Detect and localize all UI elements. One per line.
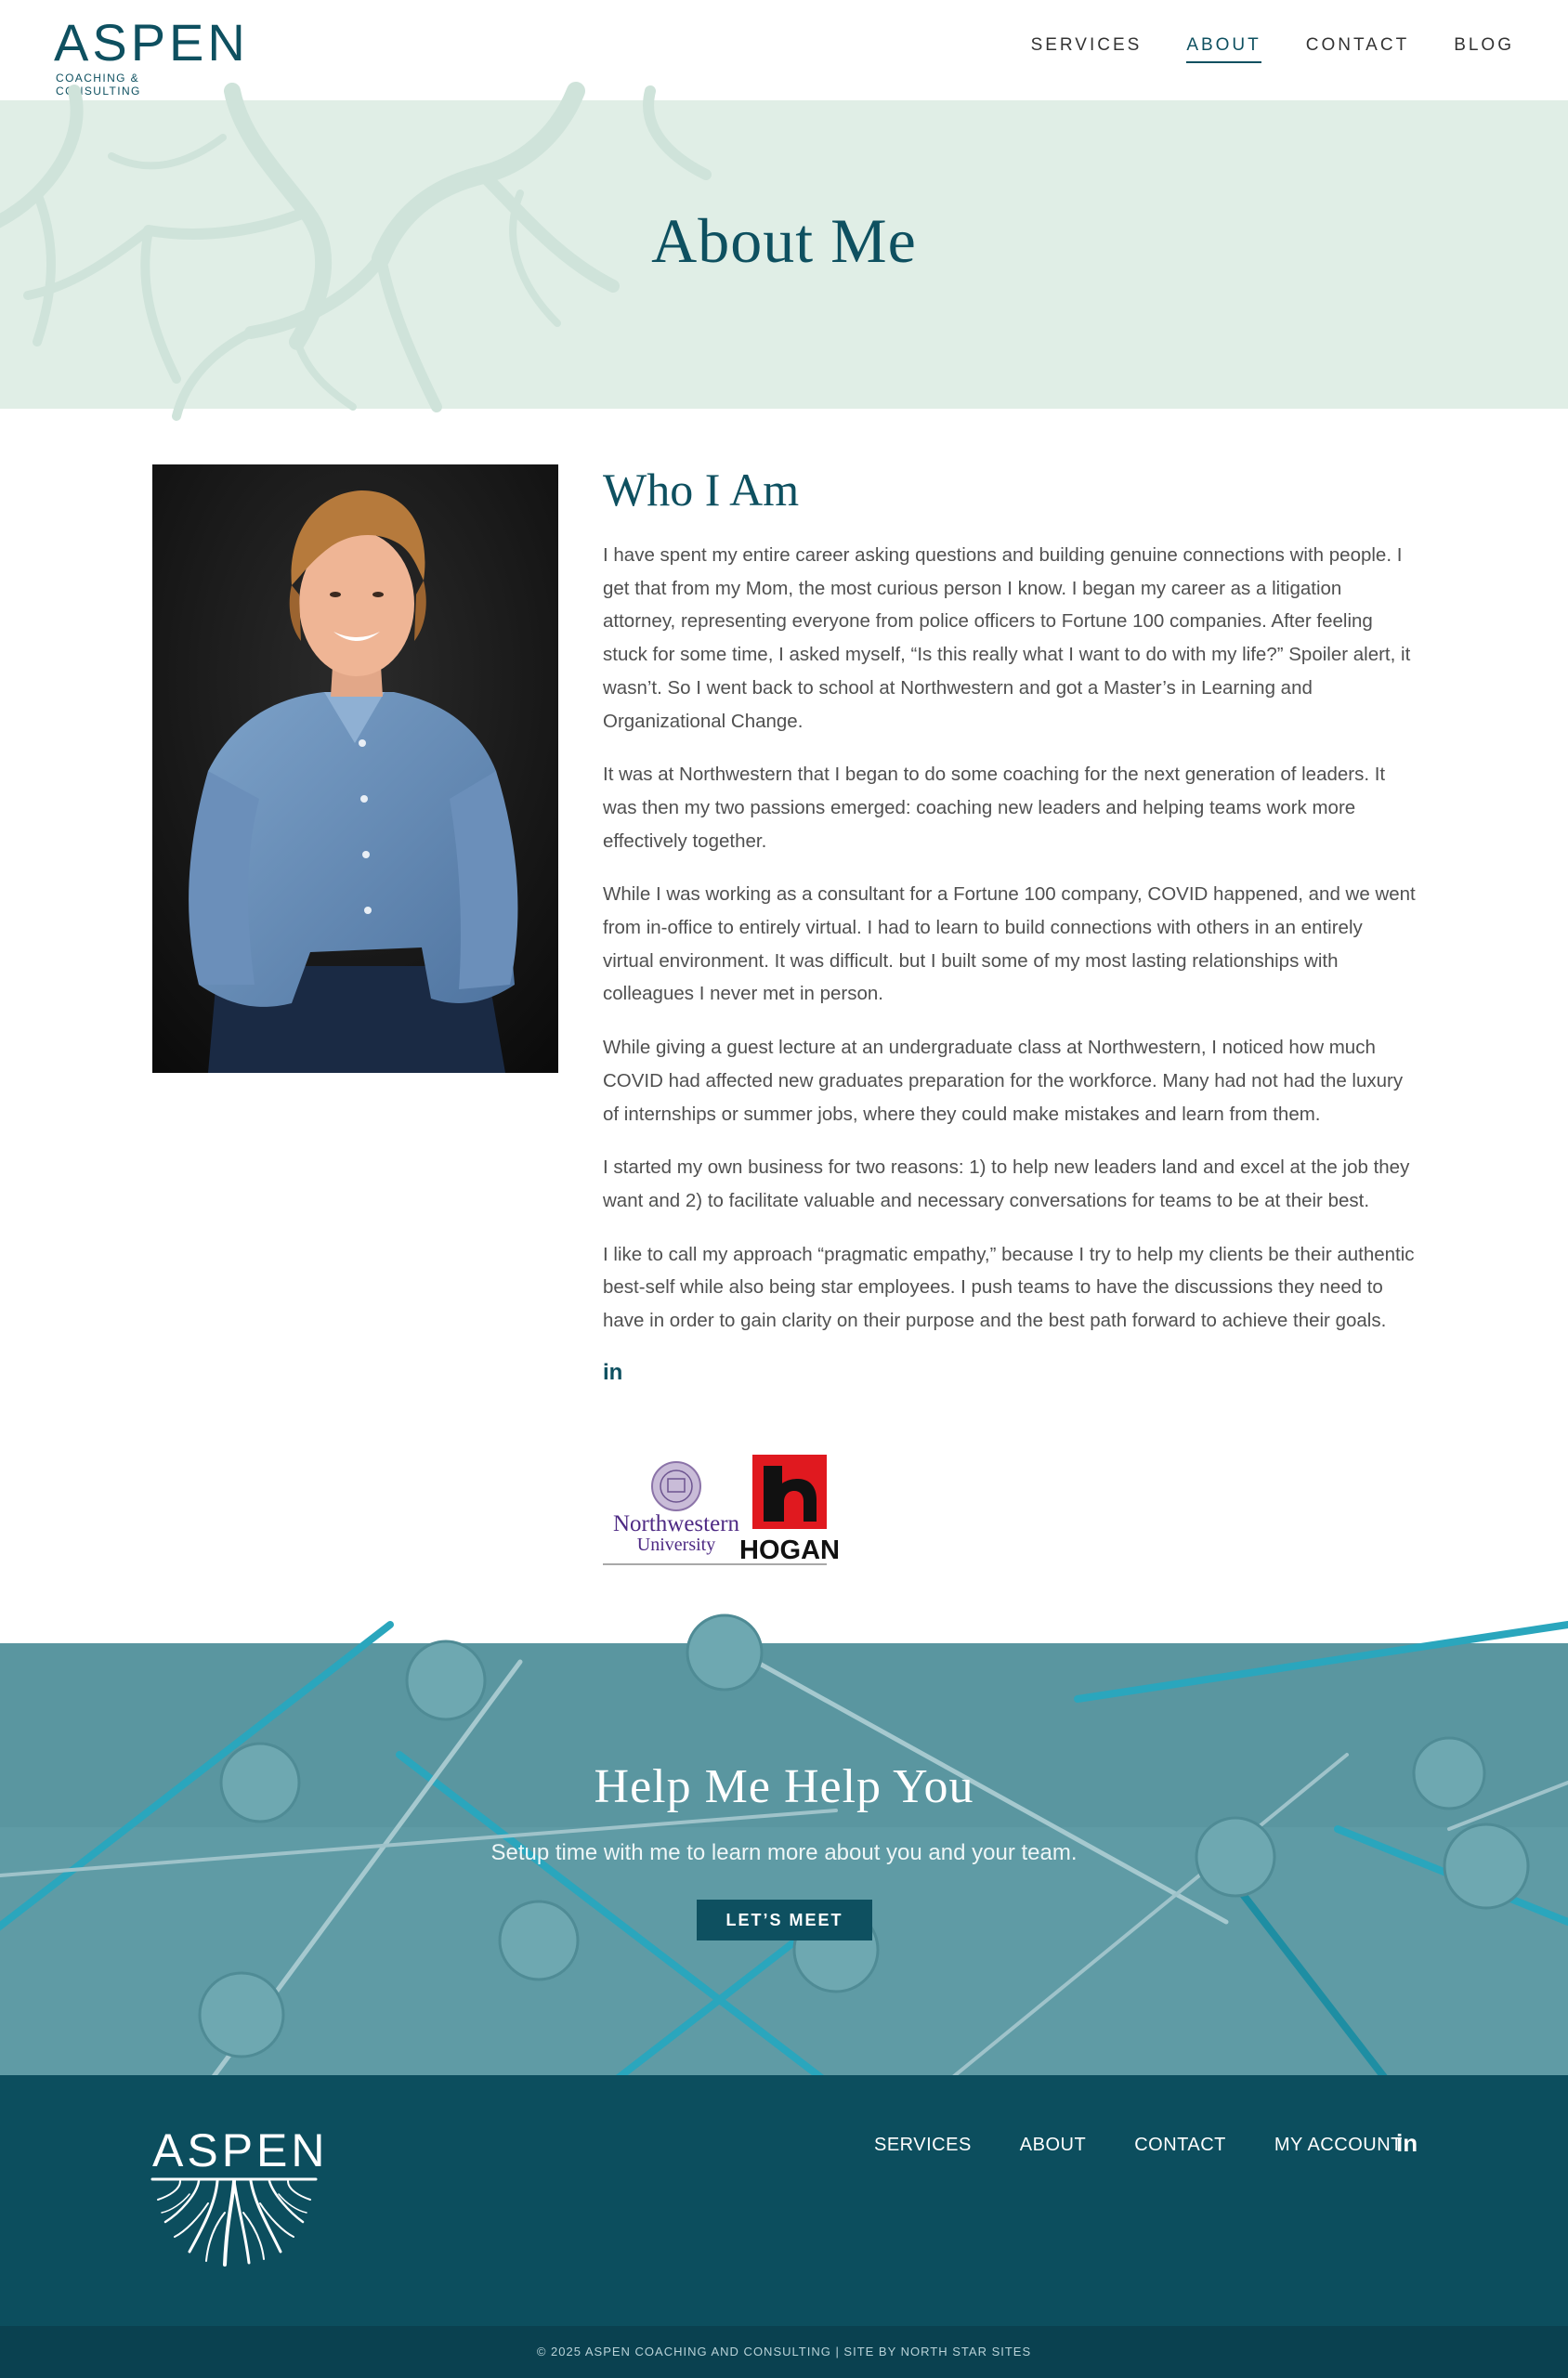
about-content (603, 463, 1416, 1386)
copyright-bar (0, 2326, 1568, 2378)
bio-paragraph-6: I like to call my approach “pragmatic empathy,” because I try to help my clients be their authentic best-self while also being star employees. I push teams to have the discussions they need to have in order to gain clarity on their purpose and the best path forward to achieve their goals. (603, 1243, 1415, 1332)
logo-tagline: COACHING & CONSULTING (56, 72, 141, 98)
bio-paragraph-1: I have spent my entire career asking questions and building genuine connections with people. I get that from my Mom, the most curious person I know. I began my career as a litigation attorney, representing everyone from police officers to Fortune 100 companies. After feeling stuck for some time, I asked myself, “Is this really what I want to do with my life?” Spoiler alert, it wasn’t. So I went back to school at Northwestern and got a Master’s in Learning and Organizational Change. (603, 544, 1411, 732)
cta-title: Help Me Help You (594, 1760, 974, 1813)
bio-paragraph-3: While I was working as a consultant for a Fortune 100 company, COVID happened, and we went from in-office to entirely virtual. I had to learn to build connections with others in an entirely virtual environment. It was difficult. but I built some of my most lasting relationships with colleagues I never met in person. (603, 883, 1416, 1005)
copyright-text: © 2025 ASPEN COACHING AND CONSULTING | SITE BY NORTH STAR SITES (536, 2345, 1032, 2358)
main-nav (1031, 35, 1514, 63)
portrait-photo (152, 464, 558, 1073)
hogan-wordmark: HOGAN (739, 1535, 840, 1565)
northwestern-line1: Northwestern (612, 1511, 740, 1536)
logo-wordmark: ASPEN (54, 13, 249, 72)
nav-services[interactable]: SERVICES (1030, 35, 1143, 55)
portrait-illustration (152, 464, 558, 1073)
northwestern-line2: University (636, 1535, 716, 1555)
linkedin-icon[interactable]: in (1396, 2129, 1418, 2157)
footer-logo-wordmark: ASPEN (152, 2124, 329, 2176)
nav-about[interactable]: ABOUT (1186, 35, 1261, 63)
linkedin-icon[interactable]: in (603, 1359, 623, 1385)
cta-subtitle: Setup time with me to learn more about you and your team. (490, 1840, 1078, 1865)
footer-nav-contact[interactable]: CONTACT (1134, 2135, 1226, 2155)
footer-logo[interactable] (152, 2124, 329, 2267)
roots-icon (152, 2175, 316, 2268)
site-logo[interactable] (54, 13, 249, 98)
footer-nav-my-account[interactable]: MY ACCOUNT (1274, 2135, 1403, 2155)
lets-meet-button[interactable]: LET’S MEET (697, 1900, 872, 1940)
section-heading: Who I Am (603, 464, 800, 516)
nav-contact[interactable]: CONTACT (1305, 35, 1410, 55)
page-title: About Me (651, 205, 917, 276)
page-hero (0, 100, 1568, 409)
bio-paragraph-5: I started my own business for two reasons: 1) to help new leaders land and excel at the job they want and 2) to facilitate valuable and necessary conversations for teams to be at their best. (603, 1156, 1410, 1211)
bio-paragraph-4: While giving a guest lecture at an undergraduate class at Northwestern, I noticed how much COVID had affected new graduates preparation for the workforce. Many had not had the luxury of internships or summer jobs, where they could make mistakes and learn from them. (603, 1037, 1404, 1125)
cta-section (0, 1643, 1568, 2075)
site-footer (0, 2075, 1568, 2326)
footer-nav-about[interactable]: ABOUT (1019, 2135, 1087, 2155)
bio-paragraph-2: It was at Northwestern that I began to do some coaching for the next generation of leaders. It was then my two passions emerged: coaching new leaders and helping teams work more effectively together. (603, 764, 1386, 852)
nav-blog[interactable]: BLOG (1454, 35, 1514, 55)
credential-logos (603, 1455, 840, 1566)
footer-nav-services[interactable]: SERVICES (874, 2135, 972, 2155)
hogan-logo (739, 1455, 840, 1565)
footer-nav (874, 2135, 1403, 2156)
